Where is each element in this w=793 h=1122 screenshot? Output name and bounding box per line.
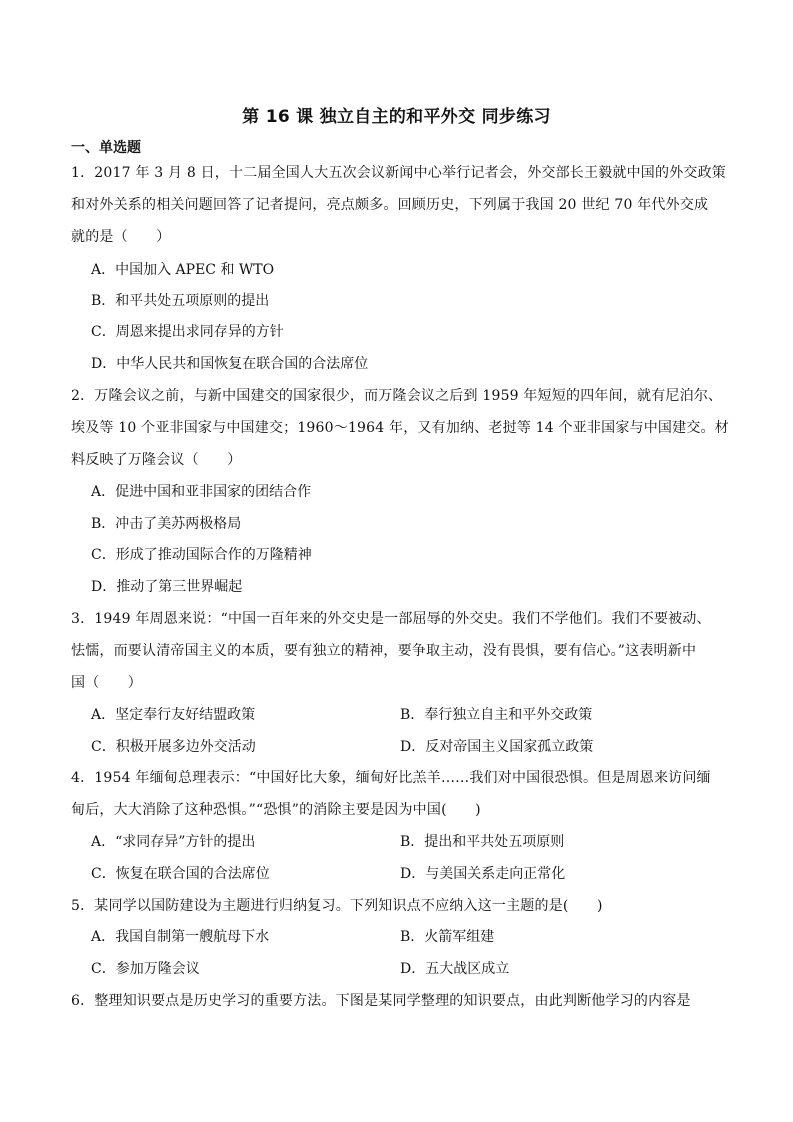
question-4-option-b: B．提出和平共处五项原则	[400, 834, 565, 850]
question-5-option-d: D．五大战区成立	[400, 961, 510, 977]
question-2-option-b: B．冲击了美苏两极格局	[91, 516, 242, 532]
question-1-option-b: B．和平共处五项原则的提出	[91, 293, 270, 309]
question-2-line-1: 2．万隆会议之前，与新中国建交的国家很少，而万隆会议之后到 1959 年短短的四年间，就有尼泊尔、	[71, 388, 723, 404]
question-6-line-1: 6．整理知识要点是历史学习的重要方法。下图是某同学整理的知识要点，由此判断他学习的内容是	[71, 993, 691, 1009]
question-3-option-c: C．积极开展多边外交活动	[91, 739, 256, 755]
question-1-line-1: 1．2017 年 3 月 8 日，十二届全国人大五次会议新闻中心举行记者会，外交部长王毅就中国的外交政策	[71, 165, 726, 181]
question-4-line-1: 4．1954 年缅甸总理表示：“中国好比大象，缅甸好比羔羊……我们对中国很恐惧。但是周恩来访问缅	[71, 770, 711, 786]
question-3-option-b: B．奉行独立自主和平外交政策	[400, 707, 593, 723]
question-4-line-2: 甸后，大大消除了这种恐惧。”“恐惧”的消除主要是因为中国( )	[71, 802, 481, 818]
question-1-option-d: D．中华人民共和国恢复在联合国的合法席位	[91, 356, 369, 372]
question-5-option-b: B．火箭军组建	[400, 929, 495, 945]
section-heading: 一、单选题	[71, 140, 141, 156]
question-1-line-3: 就的是（ ）	[71, 229, 171, 245]
question-5-option-c: C．参加万隆会议	[91, 961, 200, 977]
question-1-option-c: C．周恩来提出求同存异的方针	[91, 324, 284, 340]
question-2-option-c: C．形成了推动国际合作的万隆精神	[91, 547, 312, 563]
question-2-option-d: D．推动了第三世界崛起	[91, 579, 243, 595]
question-3-line-2: 怯懦，而要认清帝国主义的本质，要有独立的精神，要争取主动，没有畏惧，要有信心。”这表明新中	[71, 643, 697, 659]
question-2-line-3: 料反映了万隆会议（ ）	[71, 452, 242, 468]
question-3-option-a: A．坚定奉行友好结盟政策	[91, 707, 256, 723]
question-5-line-1: 5．某同学以国防建设为主题进行归纳复习。下列知识点不应纳入这一主题的是( )	[71, 898, 603, 914]
question-1-line-2: 和对外关系的相关问题回答了记者提问，亮点颇多。回顾历史，下列属于我国 20 世纪 70 年代外交成	[71, 197, 709, 213]
question-2-option-a: A．促进中国和亚非国家的团结合作	[91, 484, 312, 500]
page-title: 第 16 课 独立自主的和平外交 同步练习	[242, 107, 551, 127]
question-3-line-3: 国（ ）	[71, 675, 142, 691]
question-3-line-1: 3．1949 年周恩来说：“中国一百年来的外交史是一部屈辱的外交史。我们不学他们。我们不要被动、	[71, 611, 711, 627]
question-4-option-c: C．恢复在联合国的合法席位	[91, 866, 270, 882]
question-3-option-d: D．反对帝国主义国家孤立政策	[400, 739, 594, 755]
question-1-option-a: A．中国加入 APEC 和 WTO	[91, 262, 275, 278]
question-4-option-d: D．与美国关系走向正常化	[400, 866, 566, 882]
question-4-option-a: A．“求同存异”方针的提出	[91, 834, 256, 850]
question-2-line-2: 埃及等 10 个亚非国家与中国建交；1960～1964 年，又有加纳、老挝等 14 个亚非国家与中国建交。材	[71, 420, 729, 436]
question-5-option-a: A．我国自制第一艘航母下水	[91, 929, 270, 945]
